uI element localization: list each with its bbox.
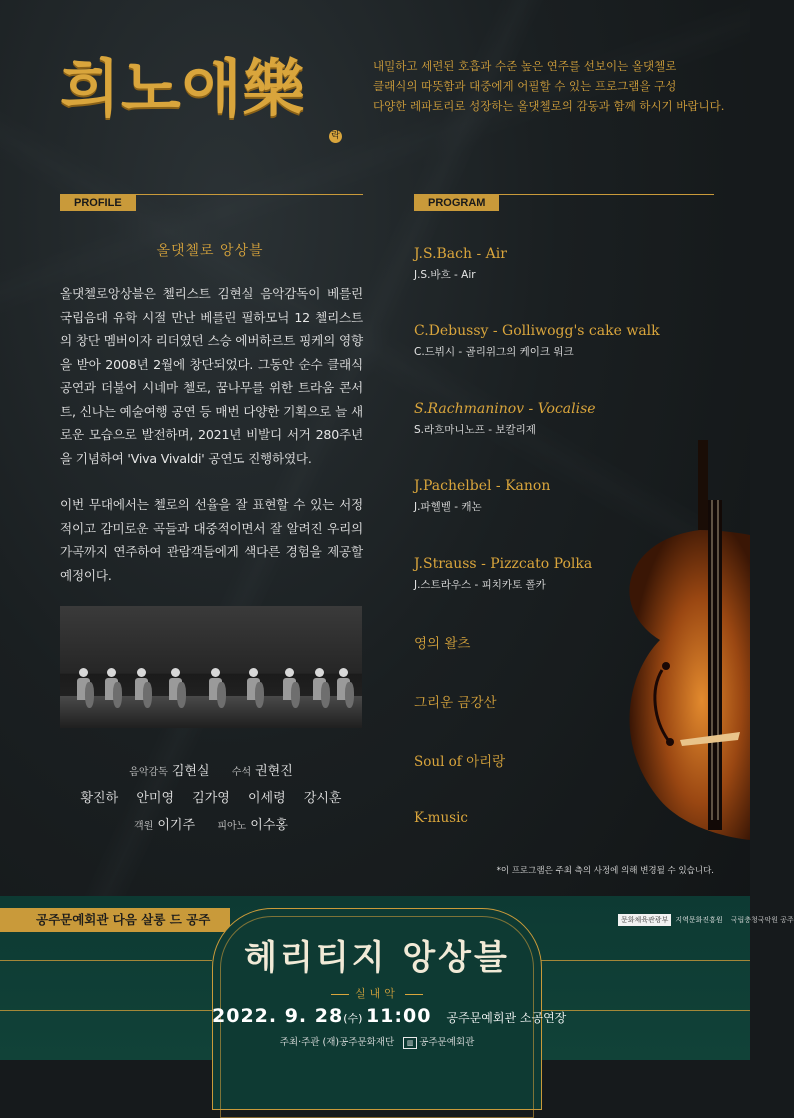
event-weekday: 수 — [347, 1012, 359, 1025]
sponsor-logo: 국립충청국악원 공주 — [730, 916, 794, 924]
credit-role: 음악감독 — [129, 767, 168, 778]
ensemble-name: 올댓첼로 앙상블 — [156, 243, 264, 259]
series-label: 공주문예회관 다음 살롱 드 공주 — [0, 908, 230, 932]
credit-name: 이기주 — [157, 818, 196, 833]
program-item-en: J.Pachelbel - Kanon — [414, 478, 551, 494]
program-item-en: J.S.Bach - Air — [414, 246, 507, 262]
program-song: 영의 왈츠 — [414, 636, 471, 652]
program-item-ko: J.S.바흐 - Air — [414, 269, 476, 281]
program-item — [414, 478, 550, 514]
footer-deco-line — [0, 960, 212, 961]
member-name: 김가영 — [192, 791, 230, 806]
program-item — [414, 246, 507, 282]
performer-figure — [134, 668, 148, 714]
sponsor-logos — [618, 914, 794, 928]
event-host-venue: 공주문예회관 — [419, 1037, 475, 1048]
performer-figure — [104, 668, 118, 714]
intro-text — [373, 56, 733, 116]
member-name: 강시훈 — [303, 791, 342, 806]
credits — [60, 760, 362, 841]
program-item-en: C.Debussy - Golliwogg's cake walk — [414, 323, 660, 339]
footer-deco-line — [540, 1010, 750, 1011]
performer-figure — [208, 668, 222, 714]
profile-paragraph: 올댓첼로앙상블은 첼리스트 김현실 음악감독이 베를린 국립음대 유학 시절 만난 베를린 필하모닉 12 첼리스트의 창단 멤버이자 리더였던 스승 에버하르트 핑케의 영향을 받아 2008년 2월에 창단되었다. 그동안 순수 클래식 공연과 더불어 시네마 첼로, 꿈나무를 위한 트라움 콘서트, 신나는 예술여행 공연 등 매번 다양한 기획으로 늘 새로운 모습으로 발전하며, 2021년 비발디 서거 280주년을 기념하여 'Viva Vivaldi' 공연도 진행하였다. — [60, 286, 363, 466]
program-song: 그리운 금강산 — [414, 695, 497, 711]
event-title: 헤리티지 앙상블 — [244, 938, 510, 978]
program-song: K-music — [414, 810, 468, 826]
profile-label: PROFILE — [60, 195, 136, 211]
building-icon: ▥ — [403, 1037, 417, 1049]
credit-name: 이수홍 — [250, 818, 288, 833]
event-host-text: 주최·주관 (재)공주문화재단 — [279, 1037, 395, 1048]
footer-deco-line — [540, 960, 750, 961]
program-item — [414, 323, 660, 359]
page-title: 희노애樂 — [60, 52, 306, 125]
sponsor-logo: 지역문화진흥원 — [675, 916, 723, 924]
event-subtitle: 실내악 — [212, 985, 542, 1001]
violin-illustration — [550, 440, 750, 880]
credit-name: 권현진 — [255, 764, 293, 779]
profile-paragraph: 이번 무대에서는 첼로의 선율을 잘 표현할 수 있는 서정적이고 감미로운 곡들과 대중적이면서 잘 알려진 우리의 가곡까지 연주하여 관람객들에게 색다른 경험을 제공할 예정이다. — [60, 497, 363, 583]
performer-figure — [336, 668, 350, 714]
footer-deco-line — [0, 1010, 212, 1011]
program-note: *이 프로그램은 주최 측의 사정에 의해 변경될 수 있습니다. — [496, 866, 714, 876]
program-item-ko: J.파헬벨 - 캐논 — [414, 501, 482, 513]
program-item-en: S.Rachmaninov - Vocalise — [414, 401, 596, 417]
program-label: PROGRAM — [414, 195, 499, 211]
credits-line-1 — [60, 760, 362, 787]
event-date: 2022. 9. 28(수) 11:00 공주문예회관 소공연장 — [212, 1005, 567, 1027]
credit-role: 수석 — [231, 767, 252, 778]
credit-role: 객원 — [134, 821, 154, 832]
program-item-ko: S.라흐마니노프 - 보칼리제 — [414, 424, 536, 436]
program-item-ko: C.드뷔시 - 골리위그의 케이크 워크 — [414, 346, 574, 358]
intro-line: 내밀하고 세련된 호흡과 수준 높은 연주를 선보이는 올댓첼로 — [373, 59, 677, 73]
program-item-ko: J.스트라우스 - 피치카토 폴카 — [414, 579, 546, 591]
credits-line-2 — [60, 787, 362, 814]
ensemble-photo — [60, 606, 362, 728]
member-name: 황진하 — [80, 791, 119, 806]
credit-name: 김현실 — [171, 764, 210, 779]
member-name: 안미영 — [136, 791, 175, 806]
intro-line: 다양한 레파토리로 성장하는 올댓첼로의 감동과 함께 하시기 바랍니다. — [373, 99, 725, 113]
performer-figure — [76, 668, 90, 714]
title-reading-mark: 락 — [329, 130, 342, 143]
event-venue: 공주문예회관 소공연장 — [446, 1011, 567, 1025]
profile-text — [60, 282, 363, 610]
performer-figure — [282, 668, 296, 714]
program-song: Soul of 아리랑 — [414, 754, 506, 770]
member-name: 이세령 — [247, 791, 286, 806]
event-date-text: 2022. 9. 28 — [212, 1005, 344, 1027]
credit-role: 피아노 — [217, 821, 247, 832]
credits-line-3 — [60, 814, 362, 841]
intro-line: 클래식의 따뜻함과 대중에게 어필할 수 있는 프로그램을 구성 — [373, 79, 677, 93]
event-time: 11:00 — [365, 1005, 432, 1027]
program-item — [414, 401, 596, 437]
performer-figure — [312, 668, 326, 714]
sponsor-logo: 문화체육관광부 — [618, 914, 671, 926]
program-item-en: J.Strauss - Pizzcato Polka — [414, 556, 593, 572]
event-host — [212, 1034, 542, 1049]
performer-figure — [246, 668, 260, 714]
performer-figure — [168, 668, 182, 714]
